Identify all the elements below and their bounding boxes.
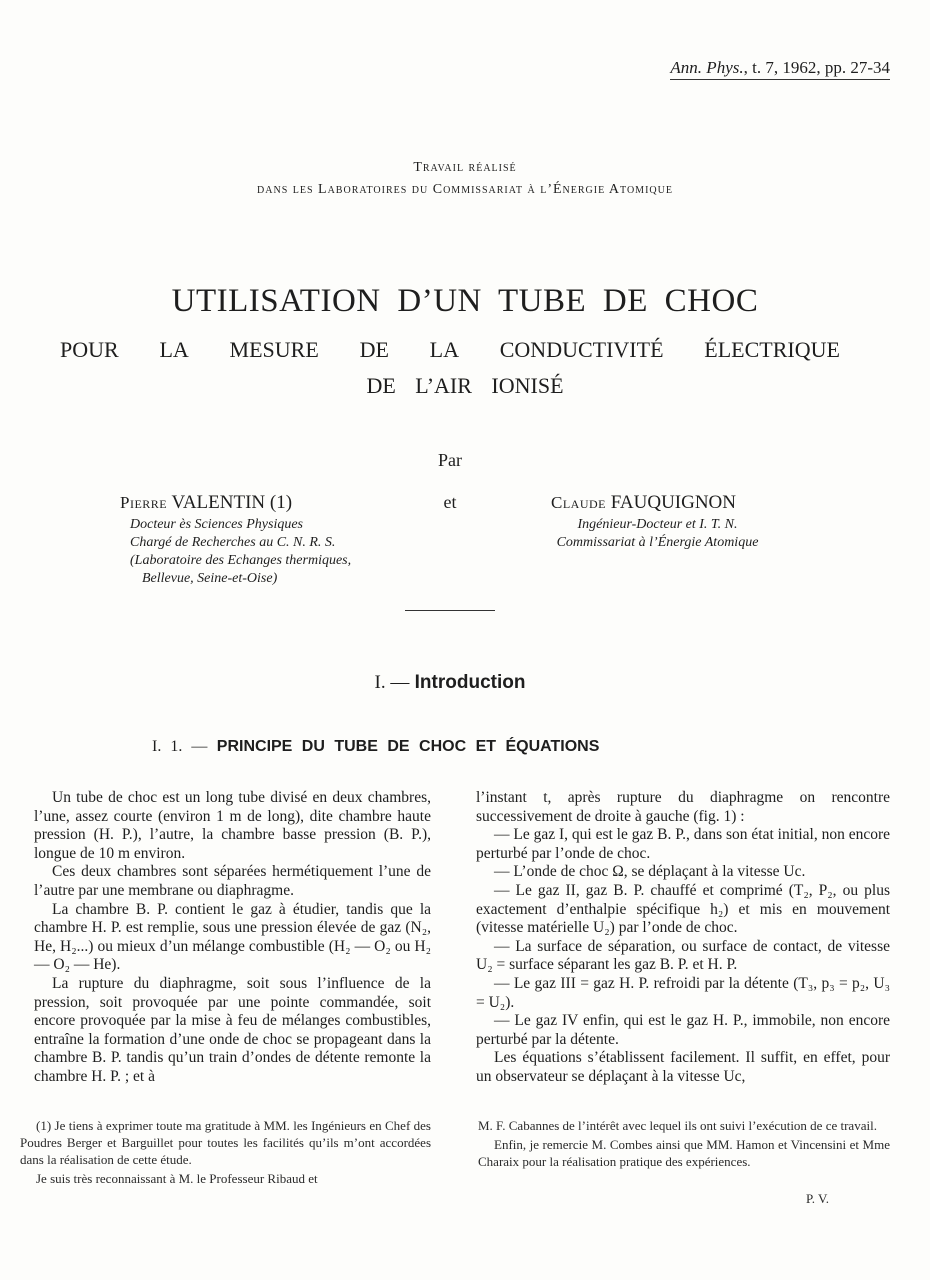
body-column-left — [34, 789, 431, 1087]
journal-name: Ann. Phys. — [670, 58, 744, 77]
author-2-name — [551, 492, 736, 514]
section-heading — [0, 672, 900, 694]
paragraph: La rupture du diaphragme, soit sous l’influence de la pression, soit provoquée par une pointe commandée, soit encore provoquée par la mise à feu de mélanges combustibles, entraîne la formation d’une onde de choc se propageant dans la chambre B. P. tandis qu’un train d’ondes de détente remonte la chambre H. P. ; et à — [34, 974, 431, 1085]
paragraph: — Le gaz II, gaz B. P. chauffé et comprimé (T₂, P₂, ou plus exactement d’enthalpie spécifique h₂) et mis en mouvement (vitesse matérielle U₂) par l’onde de choc. — [476, 881, 890, 937]
title-word: CONDUCTIVITÉ — [499, 337, 664, 362]
paper-title-line-1: UTILISATION D’UN TUBE DE CHOC — [171, 283, 759, 319]
conjunction-et: et — [443, 492, 457, 512]
author-2-first-name: Claude — [551, 493, 606, 512]
author-1-first-name: Pierre — [120, 493, 168, 512]
body-column-right — [476, 789, 890, 1087]
separator-rule — [405, 610, 495, 611]
affiliation-line: Bellevue, Seine-et-Oise) — [142, 571, 278, 586]
paragraph: — Le gaz I, qui est le gaz B. P., dans son état initial, non encore perturbé par l’onde de choc. — [476, 826, 891, 862]
paragraph: Un tube de choc est un long tube divisé en deux chambres, l’une, assez courte (environ 1 m de long), dite chambre haute pression (H. P.), l’autre, la chambre basse pression (B. P.), longue de 10 m environ. — [34, 789, 431, 862]
section-number: I. — — [374, 672, 410, 693]
institution-line-1: Travail réalisé — [413, 160, 517, 175]
title-word: LA — [429, 337, 459, 362]
author-2-last-name: FAUQUIGNON — [610, 492, 737, 513]
footnote-left — [20, 1117, 431, 1189]
subsection-heading — [152, 738, 599, 756]
author-1-last-name: VALENTIN (1) — [171, 492, 293, 513]
paper-title-line-3: DE L’AIR IONISÉ — [366, 373, 564, 398]
author-2-affiliation — [540, 516, 775, 552]
footnote-paragraph: M. F. Cabannes de l’intérêt avec lequel ils ont suivi l’exécution de ce travail. — [478, 1118, 877, 1133]
paragraph: Ces deux chambres sont séparées hermétiquement l’une de l’autre par une membrane ou diaphragme. — [34, 863, 431, 899]
title-word: DE — [359, 337, 389, 362]
paragraph: — Le gaz III = gaz H. P. refroidi par la détente (T₃, p₃ = p₂, U₃ = U₂). — [476, 974, 890, 1011]
author-1-affiliation — [130, 516, 351, 588]
paper-title-line-2 — [60, 337, 840, 363]
paragraph: — La surface de séparation, ou surface de contact, de vitesse U₂ = surface séparant les gaz B. P. et H. P. — [476, 937, 890, 974]
by-label: Par — [438, 450, 462, 470]
paragraph: Les équations s’établissent facilement. Il suffit, en effet, pour un observateur se déplaçant à la vitesse Uc, — [476, 1049, 890, 1085]
journal-volume-pages: , t. 7, 1962, pp. 27-34 — [743, 58, 890, 77]
affiliation-line: (Laboratoire des Echanges thermiques, — [130, 553, 352, 568]
paragraph: l’instant t, après rupture du diaphragme on rencontre successivement de droite à gauche (fig. 1) : — [476, 789, 890, 825]
section-title: Introduction — [414, 672, 526, 693]
footnote-paragraph: Enfin, je remercie M. Combes ainsi que MM. Hamon et Vincensini et Mme Charaix pour la réalisation pratique des expériences. — [478, 1137, 890, 1169]
title-word: POUR — [60, 337, 119, 362]
affiliation-line: Docteur ès Sciences Physiques — [130, 517, 303, 532]
subsection-title: PRINCIPE DU TUBE DE CHOC ET ÉQUATIONS — [216, 738, 600, 755]
paragraph: — Le gaz IV enfin, qui est le gaz H. P., immobile, non encore perturbé par la détente. — [476, 1012, 890, 1048]
title-word: LA — [159, 337, 189, 362]
footnote-paragraph: (1) Je tiens à exprimer toute ma gratitude à MM. les Ingénieurs en Chef des Poudres Berger et Barguillet pour toutes les facilités qu’ils m’ont accordées dans la réalisation de cette étude. — [20, 1118, 431, 1167]
affiliation-line: Commissariat à l’Énergie Atomique — [556, 535, 759, 550]
subsection-number: I. 1. — — [152, 738, 208, 755]
paragraph: La chambre B. P. contient le gaz à étudier, tandis que la chambre H. P. est remplie, sous une pression élevée de gaz (N₂, He, H₂...) ou mieux d’un mélange combustible (H₂ — O₂ ou H₂ — O₂ — He). — [34, 900, 431, 974]
title-word: ÉLECTRIQUE — [704, 337, 840, 362]
title-word: MESURE — [229, 337, 319, 362]
affiliation-line: Chargé de Recherches au C. N. R. S. — [130, 535, 336, 550]
paragraph: — L’onde de choc Ω, se déplaçant à la vitesse Uc. — [494, 863, 806, 881]
footnote-right — [478, 1117, 890, 1172]
affiliation-line: Ingénieur-Docteur et I. T. N. — [577, 517, 738, 532]
footnote-paragraph: Je suis très reconnaissant à M. le Professeur Ribaud et — [36, 1171, 318, 1186]
journal-reference — [670, 58, 890, 80]
footnote-signature: P. V. — [806, 1191, 830, 1206]
institution-line-2: dans les Laboratoires du Commissariat à l’Énergie Atomique — [257, 182, 673, 197]
